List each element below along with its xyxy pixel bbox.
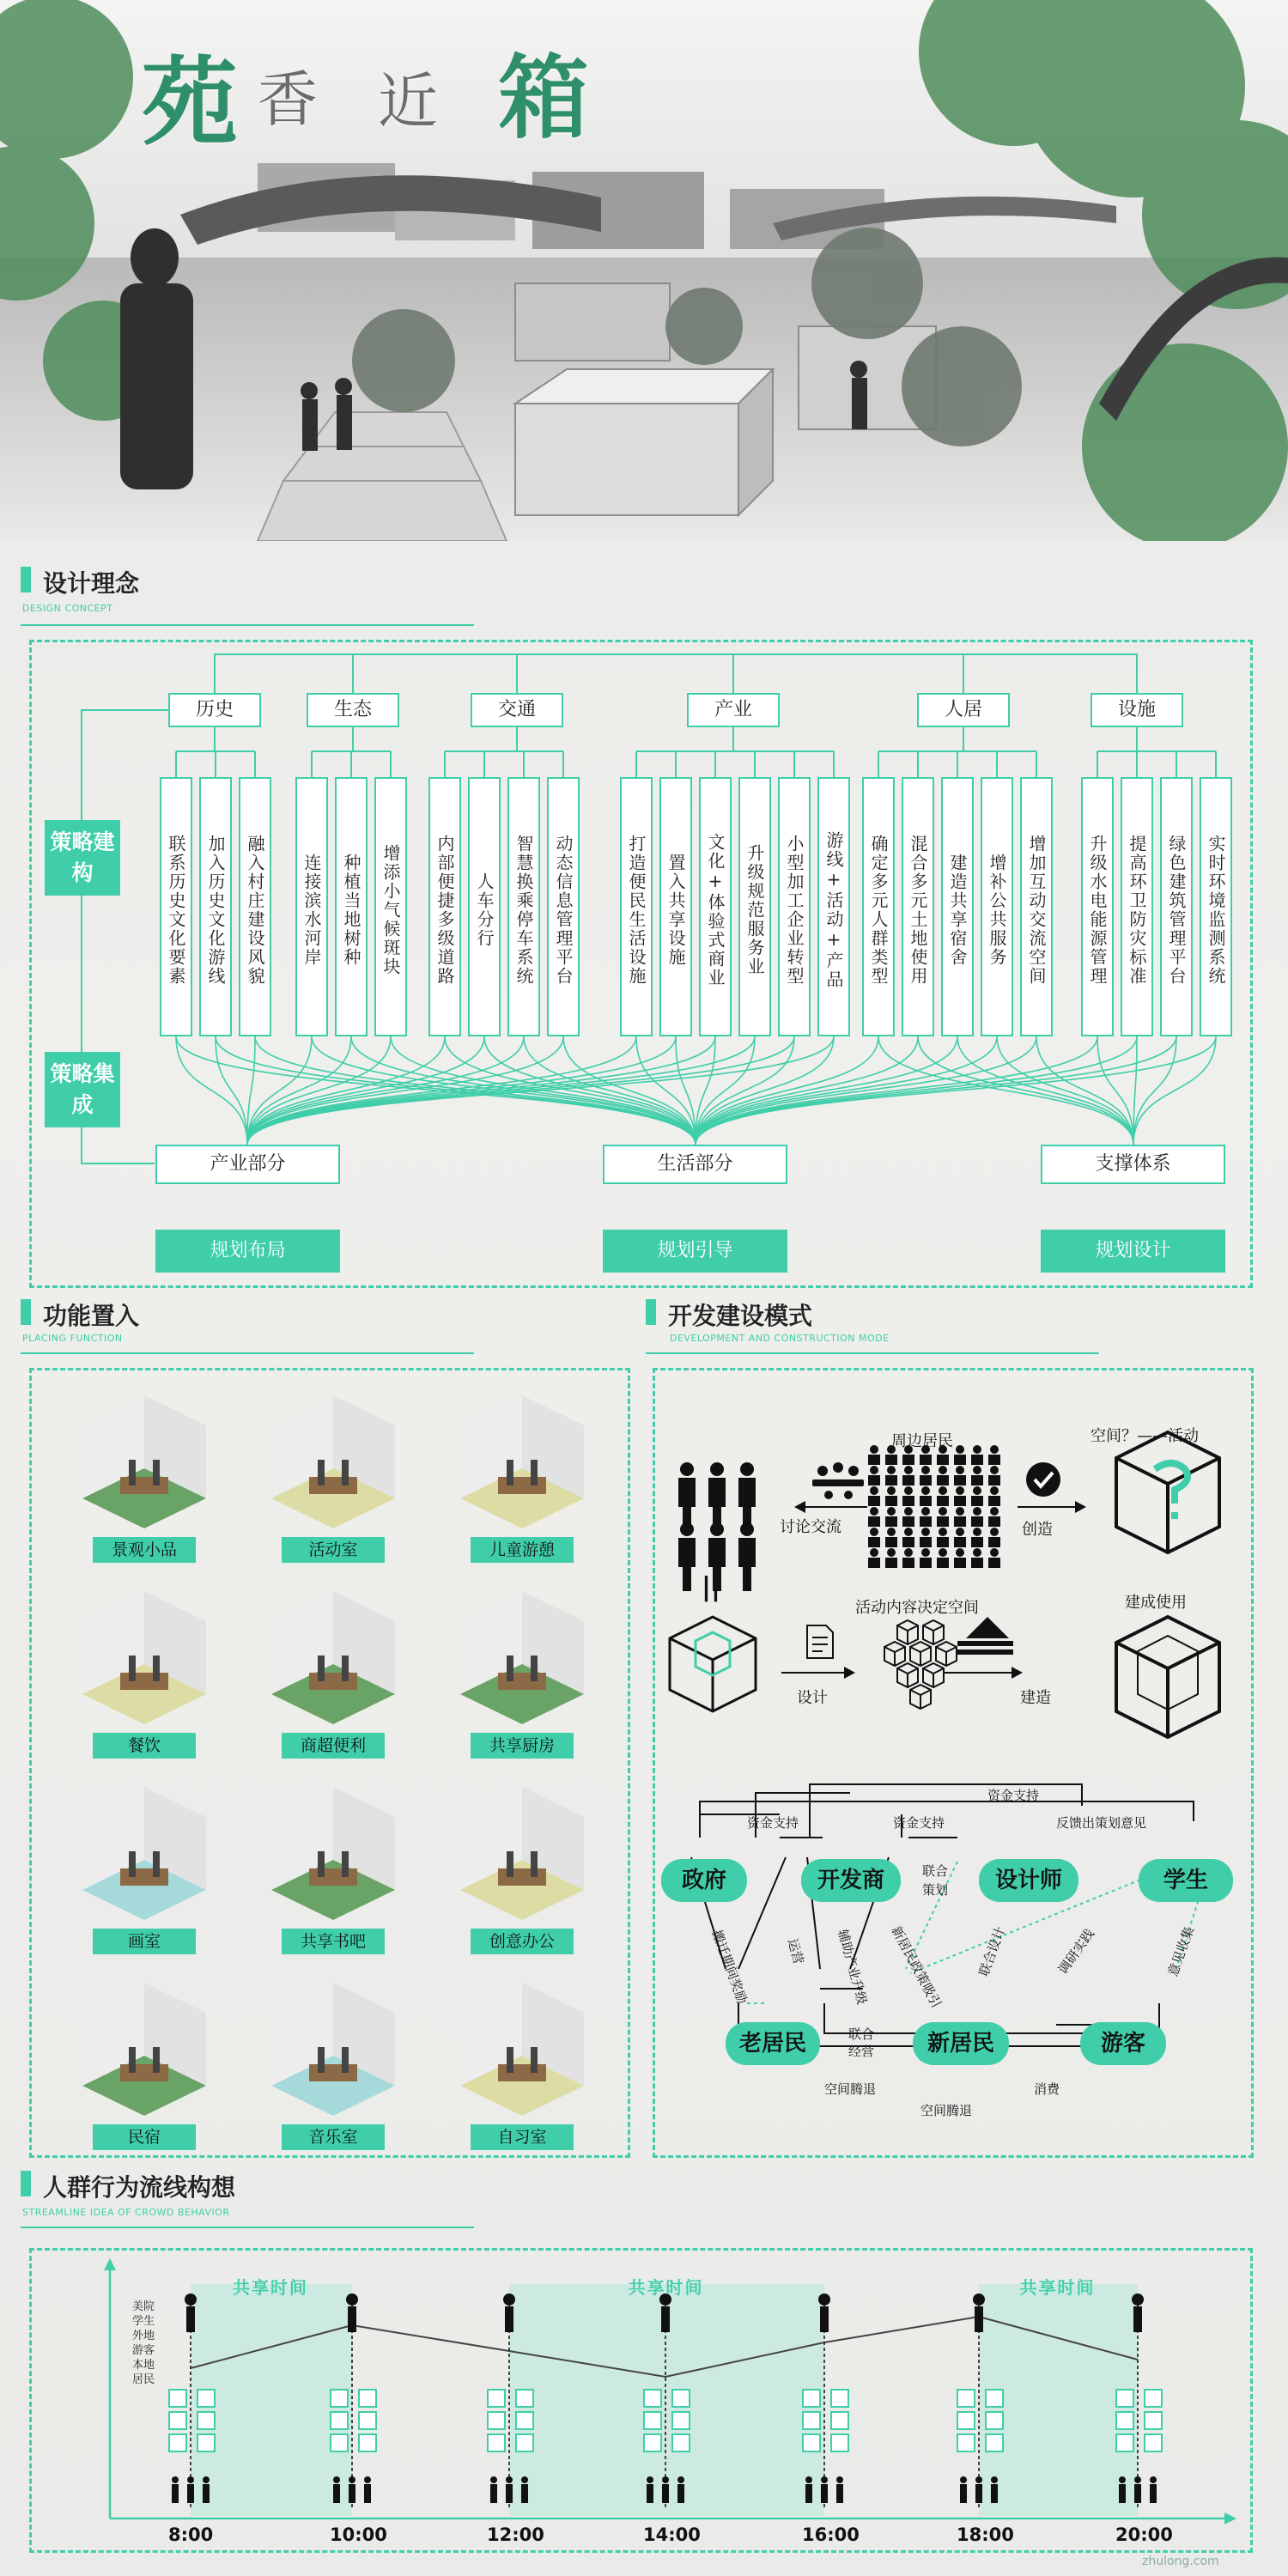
- activity-icon: [169, 2412, 186, 2429]
- strategy-5: 增添小气候斑块: [374, 777, 407, 1036]
- activity-icon: [1145, 2412, 1162, 2429]
- edge-consume: 消费: [1034, 2081, 1060, 2097]
- easel-icon: [60, 1770, 228, 1929]
- concept-section-title: 设计理念: [43, 569, 140, 598]
- activity-icon: [672, 2390, 690, 2407]
- edge-operate: 运营: [784, 1936, 807, 1966]
- development-section-subtitle: DEVELOPMENT AND CONSTRUCTION MODE: [670, 1333, 890, 1344]
- activity-icon: [644, 2412, 661, 2429]
- playground-icon: [438, 1378, 606, 1537]
- category-0: 历史: [168, 693, 261, 727]
- y-axis-label-2: 本地居民: [131, 2359, 155, 2386]
- activity-icon: [1145, 2390, 1162, 2407]
- strategy-13: 升级规范服务业: [738, 777, 771, 1036]
- share-time-label: 共享时间: [1019, 2277, 1096, 2298]
- activity-icon: [644, 2434, 661, 2451]
- edge-joint-design: 联合设计: [975, 1924, 1009, 1978]
- space-activity-label: 空间？——活动: [1091, 1427, 1199, 1445]
- activity-icon: [986, 2412, 1003, 2429]
- office-icon: [438, 1770, 606, 1929]
- dining-table-icon: [60, 1574, 228, 1733]
- function-item: [60, 1574, 228, 1759]
- streamline-section-underline: [21, 2227, 474, 2228]
- streamline-section-marker: [21, 2171, 31, 2196]
- edge-feedback: 反馈出策划意见: [1056, 1815, 1147, 1831]
- node-tourist: 游客: [1080, 2022, 1166, 2065]
- function-item: [249, 1574, 417, 1759]
- category-3: 产业: [687, 693, 780, 727]
- activity-icon: [672, 2412, 690, 2429]
- function-label: 创意办公: [471, 1929, 574, 1954]
- activity-icon: [169, 2434, 186, 2451]
- activity-icon: [197, 2434, 215, 2451]
- question-cube-icon: [1116, 1432, 1219, 1552]
- function-label: 音乐室: [282, 2124, 385, 2150]
- activity-icon: [803, 2412, 820, 2429]
- part-1: 生活部分: [603, 1145, 787, 1184]
- time-label-5: 18:00: [957, 2524, 1014, 2545]
- music-room-icon: [249, 1965, 417, 2124]
- strategy-1: 加入历史文化游线: [199, 777, 232, 1036]
- residents-label: 周边居民: [891, 1432, 953, 1450]
- strategy-7: 人车分行: [468, 777, 501, 1036]
- function-label: 共享书吧: [282, 1929, 385, 1954]
- strategy-14: 小型加工企业转型: [778, 777, 811, 1036]
- build-label: 建造: [1020, 1689, 1051, 1707]
- function-item: [60, 1770, 228, 1954]
- activity-icon: [488, 2434, 505, 2451]
- development-section-underline: [646, 1352, 1099, 1354]
- function-item: [60, 1965, 228, 2150]
- edge-relocation-reward: 搬迁期间奖励: [708, 1928, 750, 2007]
- activity-icon: [331, 2390, 348, 2407]
- function-item: [438, 1965, 606, 2150]
- strategy-21: 升级水电能源管理: [1081, 777, 1114, 1036]
- document-icon: [807, 1625, 833, 1658]
- edge-assist-upgrade: 辅助产业升级: [835, 1927, 870, 2007]
- activity-icon: [803, 2390, 820, 2407]
- strategy-12: 文化+体验式商业: [699, 777, 732, 1036]
- activity-icon: [986, 2390, 1003, 2407]
- activity-icon: [1145, 2434, 1162, 2451]
- function-label: 画室: [93, 1929, 196, 1954]
- category-1: 生态: [307, 693, 399, 727]
- built-cube-icon: [1116, 1617, 1219, 1737]
- part-2: 支撑体系: [1041, 1145, 1225, 1184]
- category-5: 设施: [1091, 693, 1183, 727]
- plan-2: 规划设计: [1041, 1230, 1225, 1273]
- activity-icon: [488, 2390, 505, 2407]
- strategy-18: 建造共享宿舍: [941, 777, 974, 1036]
- function-label: 儿童游憩: [471, 1537, 574, 1563]
- kitchen-icon: [438, 1574, 606, 1733]
- time-label-1: 10:00: [330, 2524, 387, 2545]
- activity-icon: [331, 2412, 348, 2429]
- function-item: [249, 1378, 417, 1563]
- strategy-16: 确定多元人群类型: [862, 777, 895, 1036]
- function-item: [60, 1378, 228, 1563]
- activity-decides-space-label: 活动内容决定空间: [855, 1599, 979, 1617]
- activity-icon: [516, 2412, 533, 2429]
- node-student: 学生: [1139, 1859, 1233, 1902]
- function-label: 商超便利: [282, 1733, 385, 1759]
- strategy-20: 增加互动交流空间: [1020, 777, 1053, 1036]
- function-section-title: 功能置入: [43, 1302, 140, 1330]
- supermarket-icon: [249, 1574, 417, 1733]
- pergola-icon: [60, 1378, 228, 1537]
- title-char-1: 苑: [142, 46, 238, 159]
- bookshelf-icon: [249, 1770, 417, 1929]
- bedroom-icon: [60, 1965, 228, 2124]
- strategy-6: 内部便捷多级道路: [428, 777, 461, 1036]
- strategy-10: 打造便民生活设施: [620, 777, 653, 1036]
- function-label: 活动室: [282, 1537, 385, 1563]
- construction-icon: [957, 1617, 1013, 1655]
- function-item: [249, 1965, 417, 2150]
- category-2: 交通: [471, 693, 563, 727]
- study-room-icon: [438, 1965, 606, 2124]
- function-section-underline: [21, 1352, 474, 1354]
- build-use-label: 建成使用: [1125, 1594, 1187, 1612]
- y-axis-label-1: 外地游客: [131, 2330, 155, 2357]
- plan-0: 规划布局: [155, 1230, 340, 1273]
- strategy-2: 融入村庄建设风貌: [239, 777, 271, 1036]
- table-tennis-icon: [249, 1378, 417, 1537]
- function-label: 民宿: [93, 2124, 196, 2150]
- activity-icon: [831, 2390, 848, 2407]
- strategy-19: 增补公共服务: [981, 777, 1013, 1036]
- activity-icon: [488, 2412, 505, 2429]
- residents-crowd-icon: [868, 1445, 1000, 1568]
- streamline-section-subtitle: STREAMLINE IDEA OF CROWD BEHAVIOR: [22, 2207, 230, 2218]
- space-cube-icon: [670, 1617, 756, 1711]
- equals-sign: ||: [702, 1572, 720, 1602]
- edge-joint-op-2: 经营: [848, 2044, 875, 2059]
- part-0: 产业部分: [155, 1145, 340, 1184]
- y-axis-label-0: 美院学生: [131, 2300, 155, 2328]
- concept-section-subtitle: DESIGN CONCEPT: [22, 603, 113, 614]
- strategy-11: 置入共享设施: [659, 777, 692, 1036]
- activity-icon: [197, 2390, 215, 2407]
- node-designer: 设计师: [979, 1859, 1078, 1902]
- share-time-label: 共享时间: [233, 2277, 308, 2298]
- edge-fund-1: 资金支持: [747, 1815, 799, 1831]
- strategy-22: 提高环卫防灾标准: [1121, 777, 1153, 1036]
- strategy-23: 绿色建筑管理平台: [1160, 777, 1193, 1036]
- share-time-label: 共享时间: [628, 2277, 704, 2298]
- edge-space-release-1: 空间腾退: [824, 2081, 877, 2097]
- function-section-subtitle: PLACING FUNCTION: [22, 1333, 123, 1344]
- function-section-marker: [21, 1299, 31, 1325]
- function-item: [438, 1574, 606, 1759]
- function-label: 自习室: [471, 2124, 574, 2150]
- function-label: 共享厨房: [471, 1733, 574, 1759]
- title-char-4: 箱: [498, 44, 589, 151]
- activity-icon: [803, 2434, 820, 2451]
- activity-icon: [359, 2434, 376, 2451]
- title-char-2: 香: [258, 64, 318, 135]
- time-label-2: 12:00: [487, 2524, 544, 2545]
- plan-1: 规划引导: [603, 1230, 787, 1273]
- function-item: [438, 1770, 606, 1954]
- function-label: 餐饮: [93, 1733, 196, 1759]
- activity-icon: [359, 2390, 376, 2407]
- development-section-marker: [646, 1299, 656, 1325]
- time-label-4: 16:00: [802, 2524, 860, 2545]
- strategy-15: 游线+活动+产品: [817, 777, 850, 1036]
- activity-icon: [644, 2390, 661, 2407]
- strategy-8: 智慧换乘停车系统: [507, 777, 540, 1036]
- activity-icon: [331, 2434, 348, 2451]
- edge-fund-2: 资金支持: [893, 1815, 945, 1831]
- title-char-3: 近: [378, 66, 438, 137]
- activity-icon: [1116, 2434, 1133, 2451]
- edge-space-release-2: 空间腾退: [920, 2103, 973, 2118]
- edge-fund-3: 资金支持: [987, 1788, 1040, 1803]
- activity-icon: [831, 2434, 848, 2451]
- meeting-icon: [812, 1462, 864, 1499]
- development-section-title: 开发建设模式: [668, 1302, 813, 1330]
- check-icon: [1026, 1462, 1060, 1497]
- side-label-strategy-build: 策略建构: [45, 820, 120, 896]
- watermark: zhulong.com: [1142, 2555, 1219, 2568]
- streamline-section-title: 人群行为流线构想: [43, 2173, 236, 2202]
- category-4: 人居: [917, 693, 1010, 727]
- edge-joint-plan-1: 联合: [922, 1863, 949, 1879]
- activity-icon: [169, 2390, 186, 2407]
- modular-cubes-icon: [884, 1620, 957, 1709]
- strategy-17: 混合多元土地使用: [902, 777, 934, 1036]
- activity-icon: [672, 2434, 690, 2451]
- time-label-6: 20:00: [1115, 2524, 1173, 2545]
- strategy-3: 连接滨水河岸: [295, 777, 328, 1036]
- activity-icon: [831, 2412, 848, 2429]
- strategy-4: 种植当地树种: [335, 777, 368, 1036]
- time-label-3: 14:00: [643, 2524, 701, 2545]
- edge-joint-plan-2: 策划: [922, 1882, 949, 1898]
- activity-icon: [516, 2390, 533, 2407]
- edge-field-practice: 调研实践: [1054, 1926, 1098, 1978]
- activity-icon: [986, 2434, 1003, 2451]
- strategy-9: 动态信息管理平台: [547, 777, 580, 1036]
- activity-icon: [1116, 2390, 1133, 2407]
- design-label: 设计: [797, 1689, 828, 1707]
- activity-icon: [957, 2412, 975, 2429]
- node-developer: 开发商: [801, 1859, 901, 1902]
- function-item: [249, 1770, 417, 1954]
- activity-icon: [197, 2412, 215, 2429]
- side-label-strategy-integrate: 策略集成: [45, 1052, 120, 1127]
- discuss-label: 讨论交流: [780, 1518, 841, 1536]
- node-old-residents: 老居民: [726, 2022, 820, 2065]
- function-label: 景观小品: [93, 1537, 196, 1563]
- activity-icon: [957, 2434, 975, 2451]
- strategy-0: 联系历史文化要素: [160, 777, 192, 1036]
- activity-icon: [359, 2412, 376, 2429]
- activity-icon: [1116, 2412, 1133, 2429]
- strategy-24: 实时环境监测系统: [1200, 777, 1232, 1036]
- create-label: 创造: [1022, 1521, 1053, 1539]
- edge-opinion-collection: 意见收集: [1164, 1924, 1198, 1978]
- activity-icon: [516, 2434, 533, 2451]
- time-label-0: 8:00: [168, 2524, 214, 2545]
- function-item: [438, 1378, 606, 1563]
- activity-icon: [957, 2390, 975, 2407]
- edge-joint-op-1: 联合: [848, 2026, 875, 2042]
- edge-new-resident-policy: 新居民政策吸引: [888, 1923, 945, 2011]
- node-government: 政府: [661, 1859, 747, 1902]
- node-new-residents: 新居民: [913, 2022, 1009, 2065]
